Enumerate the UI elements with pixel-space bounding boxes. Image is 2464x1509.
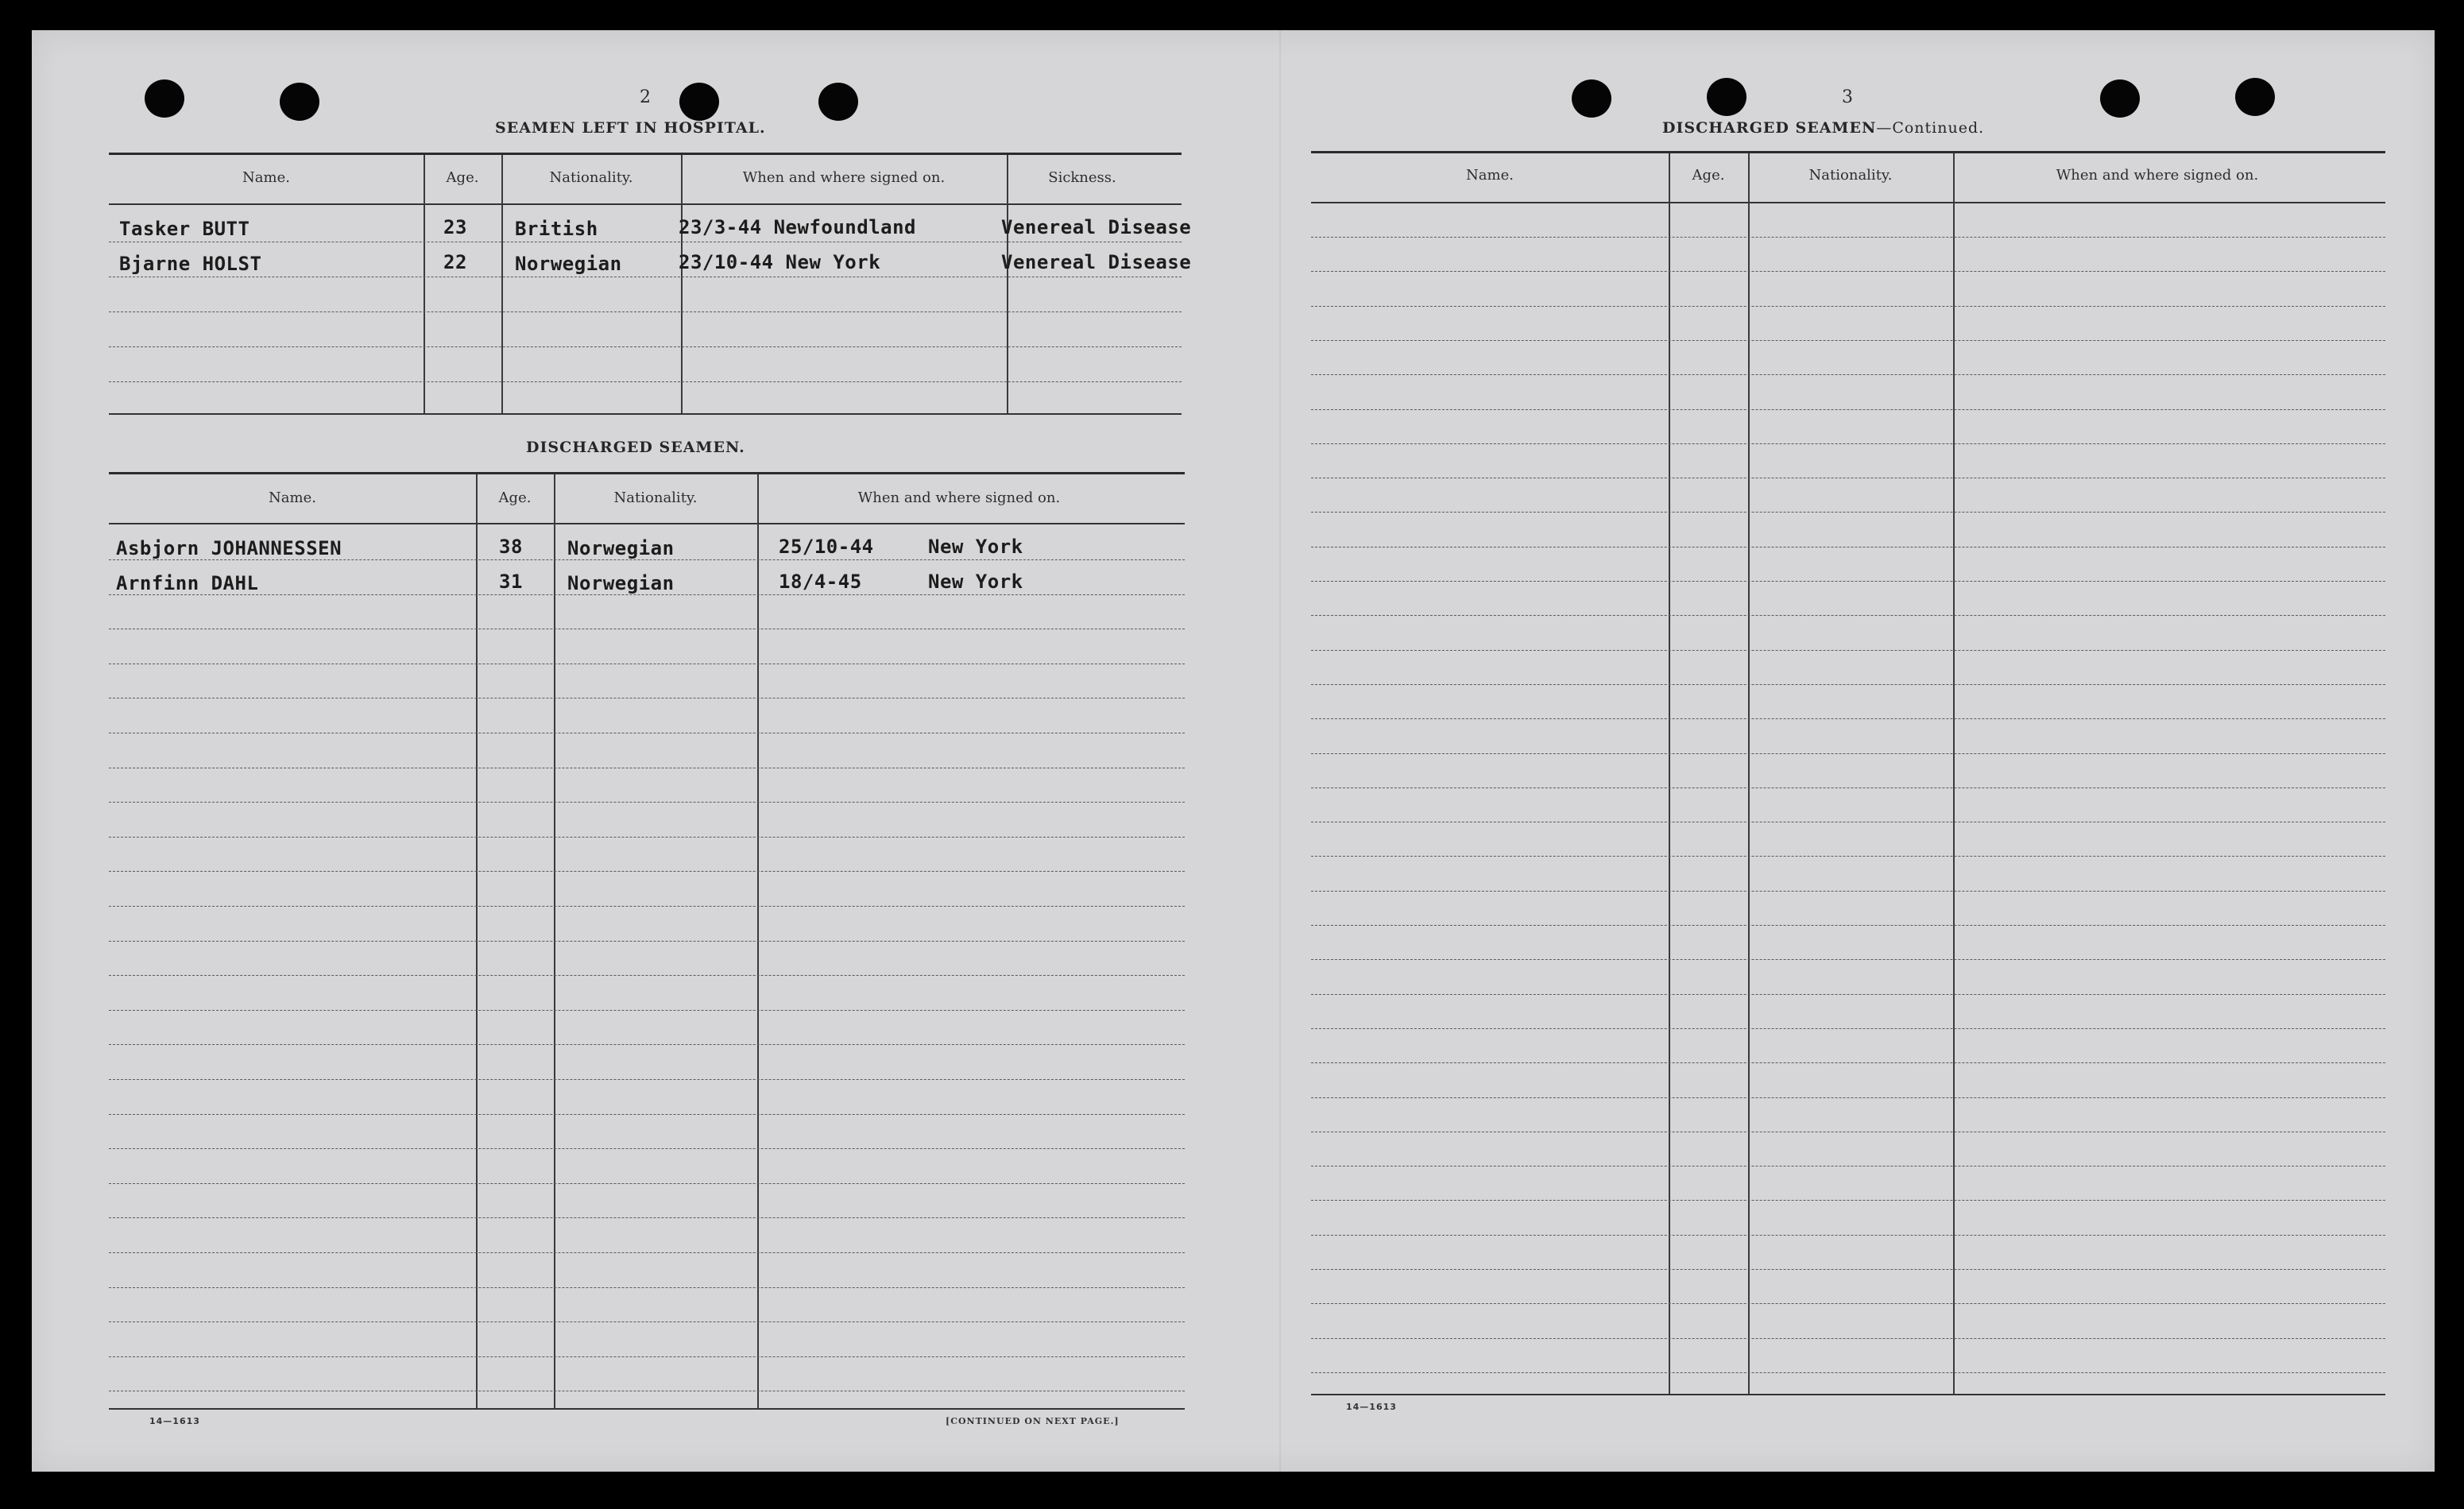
discharged-row-age: 38 — [499, 536, 523, 558]
hospital-row-name: Tasker BUTT — [119, 218, 250, 240]
column-divider — [757, 474, 759, 1409]
discharged-row-nationality: Norwegian — [567, 537, 675, 559]
row-rule — [1311, 1338, 2385, 1339]
col-head-signed-on: When and where signed on. — [2056, 167, 2259, 184]
row-rule — [109, 941, 1185, 942]
bottom-rule — [1311, 1394, 2385, 1395]
row-rule — [109, 1148, 1185, 1149]
hospital-bottom-rule — [109, 413, 1182, 415]
row-rule — [109, 346, 1182, 347]
punch-hole — [2235, 78, 2275, 116]
row-rule — [1311, 1062, 2385, 1063]
column-divider — [501, 155, 503, 414]
row-rule — [109, 1114, 1185, 1115]
col-head-name: Name. — [242, 169, 290, 186]
row-rule — [1311, 443, 2385, 444]
column-divider — [554, 474, 555, 1409]
continued-suffix: —Continued. — [1876, 119, 1985, 137]
row-rule — [1311, 994, 2385, 995]
row-rule — [109, 837, 1185, 838]
punch-hole — [1707, 78, 1746, 116]
row-rule — [109, 381, 1182, 382]
row-rule — [1311, 650, 2385, 651]
top-rule — [1311, 151, 2385, 153]
discharged-continued-title-main: DISCHARGED SEAMEN — [1662, 119, 1877, 137]
row-rule — [109, 311, 1182, 312]
row-rule — [109, 1217, 1185, 1218]
discharged-row-nationality: Norwegian — [567, 572, 675, 594]
row-rule — [109, 559, 1185, 560]
discharged-row-place: New York — [928, 571, 1023, 593]
row-rule — [1311, 856, 2385, 857]
row-rule — [1311, 1235, 2385, 1236]
row-rule — [109, 906, 1185, 907]
row-rule — [109, 1287, 1185, 1288]
col-head-nationality: Nationality. — [1808, 167, 1893, 184]
row-rule — [1311, 1166, 2385, 1167]
discharged-row-place: New York — [928, 536, 1023, 558]
row-rule — [1311, 753, 2385, 754]
row-rule — [1311, 684, 2385, 685]
row-rule — [109, 1321, 1185, 1322]
col-head-signed-on: When and where signed on. — [742, 169, 946, 186]
row-rule — [109, 1044, 1185, 1045]
row-rule — [1311, 512, 2385, 513]
discharged-top-rule — [109, 472, 1185, 474]
discharged-row-name: Arnfinn DAHL — [116, 572, 259, 594]
hospital-row-sickness: Venereal Disease — [1001, 251, 1192, 273]
row-rule — [109, 975, 1185, 976]
col-head-name: Name. — [1466, 167, 1514, 184]
row-rule — [109, 1356, 1185, 1357]
col-head-nationality: Nationality. — [613, 489, 698, 506]
hospital-row-signed-on: 23/10-44 New York — [679, 251, 881, 273]
row-rule — [1311, 891, 2385, 892]
discharged-section-title: DISCHARGED SEAMEN. — [526, 439, 745, 456]
punch-hole — [1572, 79, 1611, 118]
row-rule — [1311, 1028, 2385, 1029]
column-divider — [476, 474, 478, 1409]
row-rule — [1311, 1200, 2385, 1201]
top-rule — [109, 153, 1182, 155]
punch-hole — [2100, 79, 2140, 118]
hospital-row-nationality: British — [515, 218, 598, 240]
row-rule — [109, 1252, 1185, 1253]
discharged-row-date: 25/10-44 — [779, 536, 874, 558]
form-number: 14—1613 — [149, 1416, 200, 1426]
row-rule — [1311, 787, 2385, 788]
punch-hole — [679, 83, 719, 121]
row-rule — [1311, 1372, 2385, 1373]
hospital-row-nationality: Norwegian — [515, 253, 622, 275]
page-fold — [1279, 30, 1281, 1472]
column-divider — [1007, 155, 1008, 414]
hospital-section-title: SEAMEN LEFT IN HOSPITAL. — [495, 119, 766, 137]
col-head-name: Name. — [269, 489, 316, 506]
row-rule — [109, 871, 1185, 872]
row-rule — [1311, 271, 2385, 272]
row-rule — [1311, 374, 2385, 375]
row-rule — [1311, 1097, 2385, 1098]
header-underline — [109, 523, 1185, 524]
form-number: 14—1613 — [1346, 1402, 1397, 1412]
page-number: 2 — [640, 87, 652, 107]
punch-hole — [145, 79, 184, 118]
discharged-row-name: Asbjorn JOHANNESSEN — [116, 537, 342, 559]
col-head-sickness: Sickness. — [1048, 169, 1116, 186]
row-rule — [1311, 340, 2385, 341]
row-rule — [1311, 925, 2385, 926]
col-head-age: Age. — [498, 489, 532, 506]
punch-hole — [818, 83, 858, 121]
column-divider — [424, 155, 425, 414]
col-head-nationality: Nationality. — [549, 169, 633, 186]
continued-note: [CONTINUED ON NEXT PAGE.] — [946, 1416, 1120, 1426]
row-rule — [1311, 959, 2385, 960]
col-head-age: Age. — [446, 169, 479, 186]
discharged-bottom-rule — [109, 1408, 1185, 1410]
row-rule — [109, 1079, 1185, 1080]
hospital-row-signed-on: 23/3-44 Newfoundland — [679, 216, 916, 238]
row-rule — [1311, 615, 2385, 616]
punch-hole — [280, 83, 319, 121]
row-rule — [1311, 581, 2385, 582]
column-divider — [681, 155, 683, 414]
row-rule — [1311, 1269, 2385, 1270]
manifest-sheet — [32, 30, 2435, 1472]
row-rule — [109, 802, 1185, 803]
hospital-row-sickness: Venereal Disease — [1001, 216, 1192, 238]
row-rule — [1311, 237, 2385, 238]
discharged-row-age: 31 — [499, 571, 523, 593]
row-rule — [109, 1010, 1185, 1011]
col-head-age: Age. — [1692, 167, 1725, 184]
discharged-continued-title — [1662, 119, 1984, 137]
discharged-row-date: 18/4-45 — [779, 571, 862, 593]
col-head-signed-on: When and where signed on. — [857, 489, 1061, 506]
page-number: 3 — [1842, 87, 1854, 107]
row-rule — [1311, 306, 2385, 307]
hospital-row-age: 23 — [443, 216, 467, 238]
row-rule — [1311, 1303, 2385, 1304]
header-underline — [1311, 202, 2385, 203]
row-rule — [1311, 409, 2385, 410]
hospital-row-age: 22 — [443, 251, 467, 273]
row-rule — [1311, 718, 2385, 719]
row-rule — [109, 1183, 1185, 1184]
hospital-row-name: Bjarne HOLST — [119, 253, 262, 275]
header-underline — [109, 203, 1182, 205]
